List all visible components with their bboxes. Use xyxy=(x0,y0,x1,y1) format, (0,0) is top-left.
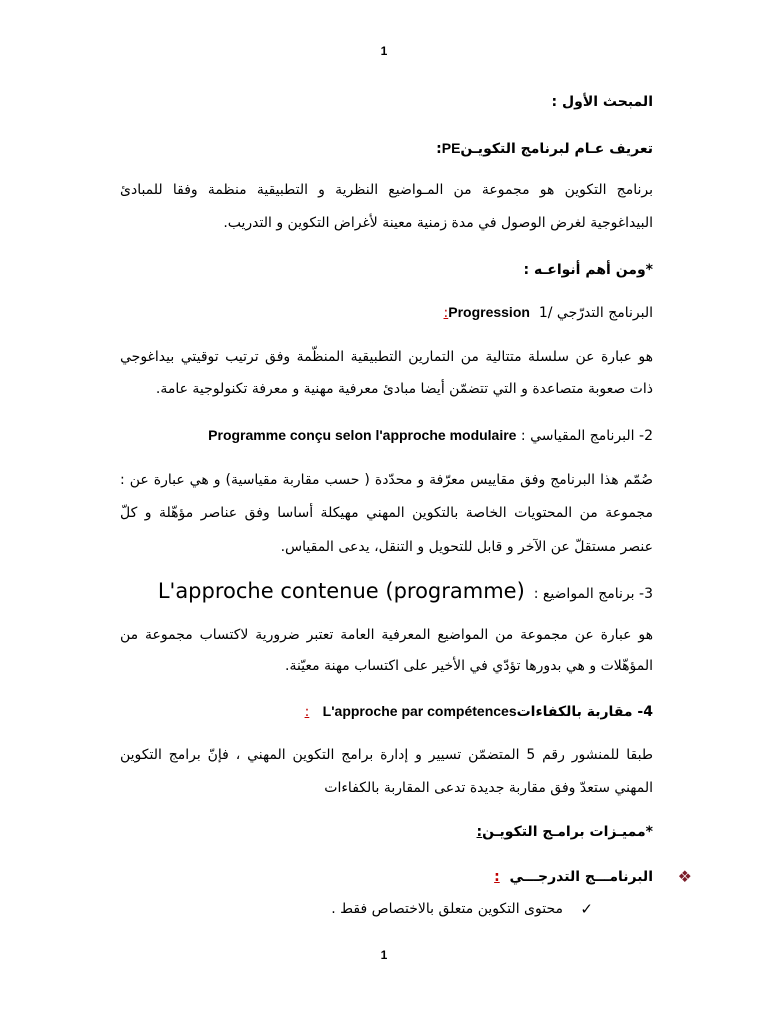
type1-colon: : xyxy=(443,305,449,321)
type4-colon: : xyxy=(304,704,310,720)
progressive-colon: : xyxy=(494,869,500,885)
type3-line-2: المؤهّلات و هي بدورها تؤدّي في الأخير على اكتساب مهنة معيّنة. xyxy=(285,658,653,674)
definition-colon: : xyxy=(436,141,442,157)
type2-line-3: عنصر مستقلّ عن الآخر و قابل للتحويل و التنقل، يدعى المقياس. xyxy=(280,539,653,555)
type2-line-1: صُمّم هذا البرنامج وفق مقاييس معرّفة و محدّدة ( حسب مقاربة مقياسية) و هي عبارة عن : xyxy=(120,472,653,488)
type3-label: 3- برنامج المواضيع : xyxy=(533,586,653,602)
progressive-label: البرنامـــج التدرجـــي xyxy=(509,869,653,885)
type3-latin: L'approche contenue (programme) xyxy=(157,579,525,603)
features-heading xyxy=(477,822,653,842)
type2-line-2: مجموعة من المحتويات الخاصة بالتكوين المهني مهيكلة أساسا وفق عناصر مؤهّلة و كلّ xyxy=(120,505,653,521)
type4-line-1: طبقا للمنشور رقم 5 المتضمّن تسيير و إدارة برامج التكوين المهني ، فإنّ برامج التكوين xyxy=(120,747,653,763)
header-page-number: 1 xyxy=(380,44,388,58)
type1-line-1: هو عبارة عن سلسلة متتالية من التمارين التطبيقية المنظّمة وفق ترتيب توقيتي بيداغوجي xyxy=(120,349,653,365)
type1-line-2: ذات صعوبة متصاعدة و التي تتضمّن أيضا مبادئ معرفية مهنية و معرفة تكنولوجية عامة. xyxy=(155,381,653,397)
type3-line-1: هو عبارة عن مجموعة من المواضيع المعرفية العامة تعتبر ضرورية لاكتساب مجموعة من xyxy=(120,627,653,643)
type1-label: البرنامج التدرّجي /1 xyxy=(538,305,653,321)
definition-line-2: البيداغوجية لغرض الوصول في مدة زمنية معينة لأغراض التكوين و التدريب. xyxy=(223,215,653,231)
section-heading: المبحث الأول : xyxy=(551,94,653,110)
definition-title xyxy=(436,138,653,159)
type1-latin: Progression xyxy=(448,304,530,320)
definition-line-1: برنامج التكوين هو مجموعة من المـواضيع النظرية و التطبيقية منظمة وفقا للمبادئ xyxy=(120,182,653,198)
type3-heading xyxy=(158,578,653,607)
type4-latin: L'approche par compétences xyxy=(322,703,517,719)
definition-abbr: PE xyxy=(441,140,461,156)
type4-label: 4- مقاربة بالكفاءات xyxy=(516,704,653,720)
type4-heading xyxy=(305,701,653,722)
type2-label: 2- البرنامج المقياسي : xyxy=(520,428,653,444)
type1-heading xyxy=(444,302,653,323)
footer-page-number: 1 xyxy=(380,948,388,962)
type2-heading xyxy=(208,425,653,446)
features-heading-text: *مميـزات برامـج التكويـن xyxy=(482,824,653,840)
progressive-heading xyxy=(494,867,653,887)
features-heading-colon: : xyxy=(476,824,483,840)
progressive-item-1: محتوى التكوين متعلق بالاختصاص فقط . xyxy=(331,901,563,917)
definition-title-text: تعريف عـام لبرنامج التكويـن xyxy=(460,141,653,157)
type2-latin: Programme conçu selon l'approche modulaire xyxy=(208,427,517,443)
types-heading: *ومن أهم أنواعـه : xyxy=(523,262,653,278)
diamond-bullet-icon: ❖ xyxy=(677,867,692,886)
type4-line-2: المهني ستعدّ وفق مقاربة جديدة تدعى المقاربة بالكفاءات xyxy=(324,780,653,796)
checkmark-icon: ✓ xyxy=(580,900,593,918)
